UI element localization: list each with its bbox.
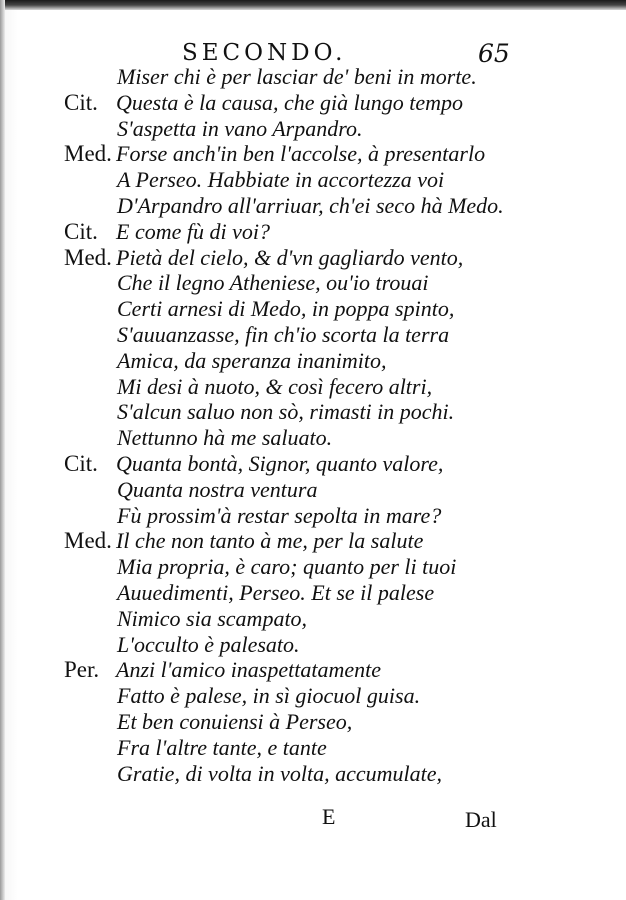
verse-text: S'auuanzasse, fin ch'io scorta la terra — [117, 322, 450, 347]
verse-text: Quanta bontà, Signor, quanto valore, — [116, 451, 444, 476]
verse-line — [0, 399, 626, 427]
verse-line — [0, 245, 626, 273]
verse-line — [0, 219, 626, 247]
speaker-label: Med. — [64, 528, 112, 553]
verse-line — [0, 632, 626, 660]
verse-text: Quanta nostra ventura — [117, 477, 318, 502]
verse-text: Gratie, di volta in volta, accumulate, — [117, 761, 443, 786]
verse-line — [0, 451, 626, 479]
verse-text: D'Arpandro all'arriuar, ch'ei seco hà Medo. — [117, 193, 504, 218]
verse-text: Amica, da speranza inanimito, — [117, 348, 387, 373]
verse-text: S'aspetta in vano Arpandro. — [117, 116, 363, 141]
verse-text: Che il legno Atheniese, ou'io trouai — [117, 270, 429, 295]
verse-text: Pietà del cielo, & d'vn gagliardo vento, — [116, 245, 464, 270]
verse-text: Auuedimenti, Perseo. Et se il palese — [117, 580, 435, 605]
verse-text: Fra l'altre tante, e tante — [117, 735, 327, 760]
verse-text: Questa è la causa, che già lungo tempo — [116, 90, 464, 115]
verse-line — [0, 90, 626, 118]
verse-line — [0, 761, 626, 789]
speaker-label: Med. — [64, 245, 112, 270]
verse-line — [0, 193, 626, 221]
signature-mark: E — [322, 804, 336, 829]
verse-line — [0, 64, 626, 92]
verse-line — [0, 116, 626, 144]
verse-text: Anzi l'amico inaspettatamente — [116, 657, 381, 682]
verse-line — [0, 503, 626, 531]
verse-text: A Perseo. Habbiate in accortezza voi — [117, 167, 445, 192]
verse-text: Certi arnesi di Medo, in poppa spinto, — [117, 296, 455, 321]
speaker-label: Cit. — [64, 451, 98, 476]
verse-text: Forse anch'in ben l'accolse, à presentarlo — [116, 141, 486, 166]
verse-text: Mi desi à nuoto, & così fecero altri, — [117, 374, 433, 399]
verse-line — [0, 296, 626, 324]
catchword: Dal — [465, 807, 497, 832]
verse-text: L'occulto è palesato. — [117, 632, 300, 657]
speaker-label: Per. — [64, 657, 100, 682]
verse-text: Fatto è palese, in sì giocuol guisa. — [117, 683, 421, 708]
verse-text: Nimico sia scampato, — [117, 606, 308, 631]
page-top-edge — [0, 0, 626, 10]
verse-line — [0, 528, 626, 556]
verse-line — [0, 167, 626, 195]
verse-text: Mia propria, è caro; quanto per li tuoi — [117, 554, 457, 579]
verse-line — [0, 374, 626, 402]
verse-line — [0, 683, 626, 711]
speaker-label: Med. — [64, 141, 112, 166]
verse-text: Fù prossim'à restar sepolta in mare? — [117, 503, 442, 528]
verse-line — [0, 425, 626, 453]
running-head: SECONDO. — [182, 40, 347, 66]
speaker-label: Cit. — [64, 219, 98, 244]
verse-text: Nettunno hà me saluato. — [117, 425, 333, 450]
verse-line — [0, 709, 626, 737]
speaker-label: Cit. — [64, 90, 98, 115]
verse-text: Et ben conuiensi à Perseo, — [117, 709, 353, 734]
verse-line — [0, 606, 626, 634]
verse-text: S'alcun saluo non sò, rimasti in pochi. — [117, 399, 455, 424]
verse-line — [0, 270, 626, 298]
verse-line — [0, 322, 626, 350]
verse-line — [0, 477, 626, 505]
verse-line — [0, 580, 626, 608]
verse-line — [0, 554, 626, 582]
verse-line — [0, 141, 626, 169]
verse-text: E come fù di voi? — [116, 219, 270, 244]
verse-line — [0, 657, 626, 685]
verse-line — [0, 348, 626, 376]
page-number: 65 — [478, 39, 510, 68]
verse-line — [0, 735, 626, 763]
verse-text: Il che non tanto à me, per la salute — [116, 528, 424, 553]
verse-text: Miser chi è per lasciar de' beni in morte. — [117, 64, 477, 89]
